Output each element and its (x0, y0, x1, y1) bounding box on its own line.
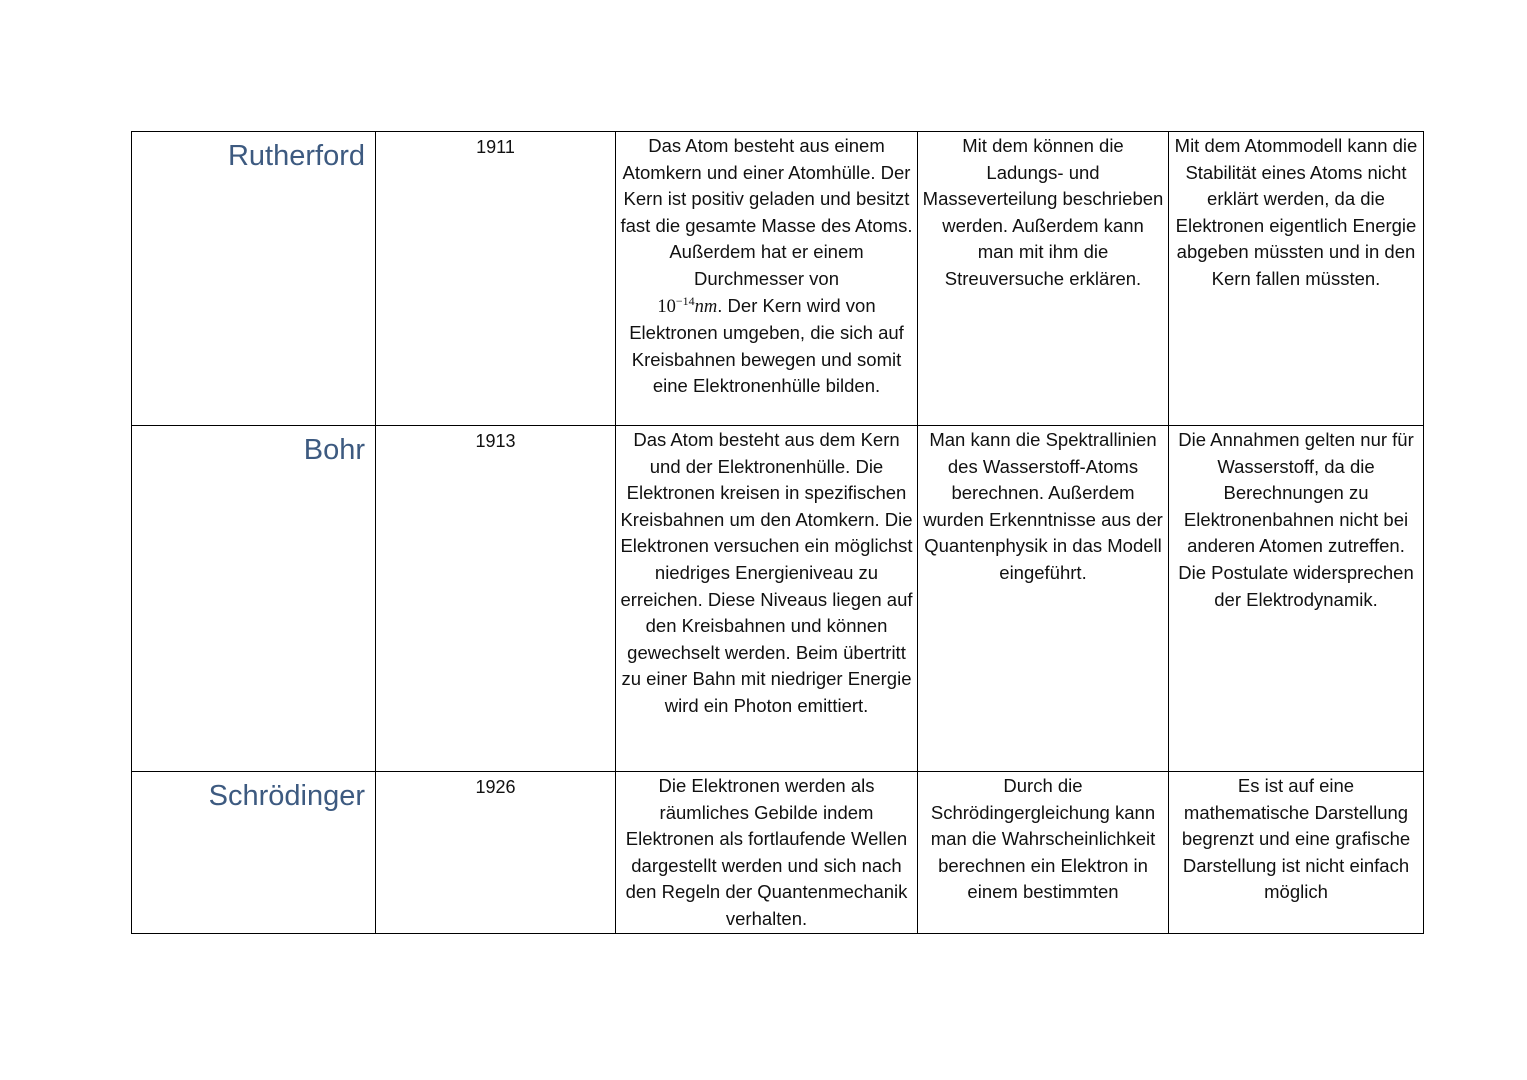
model-cons: Es ist auf eine mathematische Darstellung begrenzt und eine grafische Darstellung ist nicht einfach möglich (1181, 775, 1411, 903)
table-row-schroedinger (132, 772, 1424, 934)
description-text-after: . Der Kern wird von Elektronen umgeben, die sich auf Kreisbahnen bewegen und somit eine Elektronenhülle bilden. (629, 294, 904, 397)
model-name-cell (132, 132, 376, 426)
atom-model-table (131, 131, 1424, 934)
model-year: 1913 (475, 431, 516, 451)
model-name: Rutherford (227, 140, 365, 172)
model-year-cell (376, 772, 616, 934)
description-text-before: Das Atom besteht aus einem Atomkern und einer Atomhülle. Der Kern ist positiv geladen und besitzt fast die gesamte Masse des Atoms. Außerdem hat er einem Durchmesser von (620, 135, 913, 289)
model-description (616, 132, 917, 400)
model-year-cell (376, 426, 616, 772)
model-cons: Die Annahmen gelten nur für Wasserstoff, da die Berechnungen zu Elektronenbahnen nicht bei anderen Atomen zutreffen. Die Postulate widersprechen der Elektrodynamik. (1178, 429, 1414, 610)
diameter-formula (657, 293, 718, 317)
table-row-rutherford (132, 132, 1424, 426)
model-pros: Durch die Schrödingergleichung kann man die Wahrscheinlichkeit berechnen ein Elektron in einem bestimmten (930, 775, 1156, 903)
model-name: Schrödinger (208, 780, 365, 812)
model-cons-cell (1169, 132, 1424, 426)
model-pros-cell (918, 132, 1169, 426)
model-description-cell (616, 132, 918, 426)
model-name: Bohr (303, 434, 365, 466)
model-description-cell (616, 772, 918, 934)
model-cons-cell (1169, 772, 1424, 934)
model-year: 1926 (475, 777, 516, 797)
model-pros: Mit dem können die Ladungs- und Masseverteilung beschrieben werden. Außerdem kann man mit ihm die Streuversuche erklären. (922, 135, 1164, 289)
formula-base: 10 (657, 296, 676, 317)
model-pros-cell (918, 426, 1169, 772)
model-description: Das Atom besteht aus dem Kern und der Elektronenhülle. Die Elektronen kreisen in spezifischen Kreisbahnen um den Atomkern. Die Elektronen versuchen ein möglichst niedriges Energieniveau zu erreichen. Diese Niveaus liegen auf den Kreisbahnen und können gewechselt werden. Beim übertritt zu einer Bahn mit niedriger Energie wird ein Photon emittiert. (620, 429, 913, 716)
table-row-bohr (132, 426, 1424, 772)
formula-exponent: −14 (675, 293, 695, 308)
model-description-cell (616, 426, 918, 772)
model-year: 1911 (476, 137, 515, 157)
model-pros: Man kann die Spektrallinien des Wasserstoff-Atoms berechnen. Außerdem wurden Erkenntnisse aus der Quantenphysik in das Modell eingeführt. (923, 429, 1163, 583)
model-cons-cell (1169, 426, 1424, 772)
model-description: Die Elektronen werden als räumliches Gebilde indem Elektronen als fortlaufende Wellen dargestellt werden und sich nach den Regeln der Quantenmechanik verhalten. (625, 775, 908, 929)
model-cons: Mit dem Atommodell kann die Stabilität eines Atoms nicht erklärt werden, da die Elektronen eigentlich Energie abgeben müssten und in den Kern fallen müssten. (1174, 135, 1418, 289)
model-name-cell (132, 426, 376, 772)
formula-unit: nm (694, 296, 718, 317)
model-name-cell (132, 772, 376, 934)
model-pros-cell (918, 772, 1169, 934)
model-year-cell (376, 132, 616, 426)
